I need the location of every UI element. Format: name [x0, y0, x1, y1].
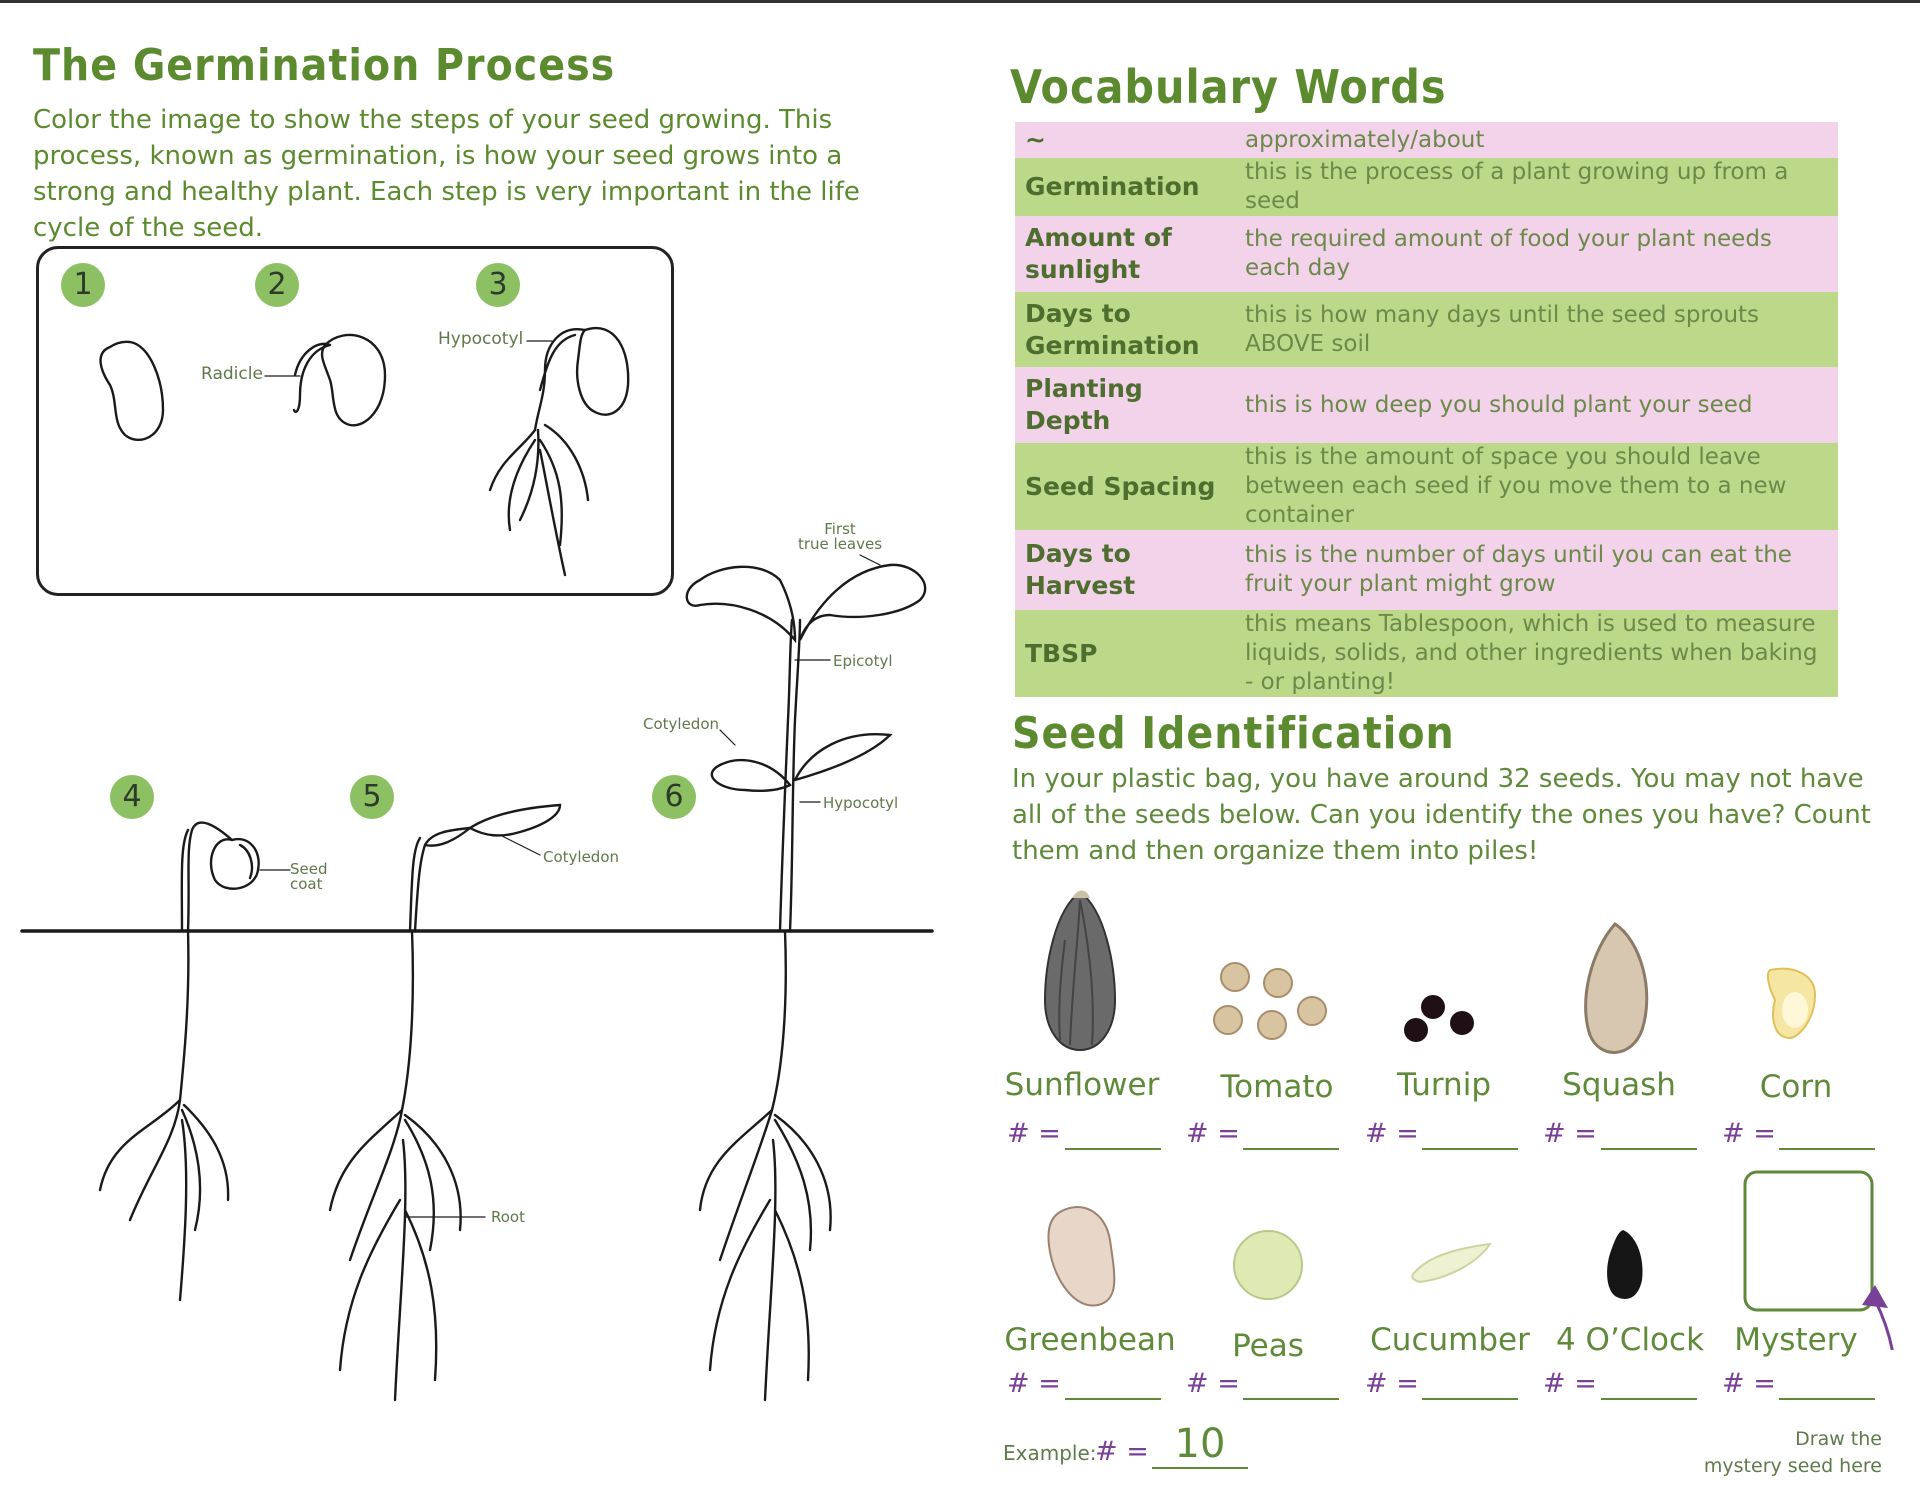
mystery-seed-box [1745, 1172, 1872, 1310]
label-seed-coat: Seed coat [290, 860, 328, 893]
vocab-row [1015, 122, 1838, 158]
germination-title: The Germination Process [33, 40, 616, 91]
root-5 [330, 931, 461, 1400]
peas-seed-icon [1234, 1231, 1302, 1299]
seed-name-squash: Squash [1562, 1067, 1676, 1103]
vocab-definition: this means Tablespoon, which is used to measure liquids, solids, and other ingredients when baking - or planting! [1245, 611, 1818, 695]
vocab-row [1015, 158, 1838, 216]
vocab-term: Days to Germination [1025, 298, 1200, 360]
cotyledon-5 [425, 805, 560, 846]
count-field-4-oclock[interactable] [1601, 1398, 1697, 1400]
seed-id-intro: In your plastic bag, you have around 32 seeds. You may not have all of the seeds below. Can you identify the ones you have? Count them and then organize them into piles! [1012, 764, 1871, 866]
seed-name-cucumber: Cucumber [1370, 1322, 1530, 1358]
count-label: # = [1186, 1368, 1240, 1399]
vocab-row [1015, 216, 1838, 292]
label-cotyledon-6: Cotyledon [643, 715, 720, 733]
radicle-2 [294, 344, 330, 412]
label-radicle: Radicle [201, 364, 263, 384]
tomato-seeds-icon [1214, 963, 1326, 1039]
greenbean-seed-icon [1048, 1207, 1114, 1306]
count-field-corn[interactable] [1779, 1148, 1875, 1150]
vocab-row [1015, 292, 1838, 367]
step-badge-1: 1 [61, 263, 105, 307]
vocab-term: Planting Depth [1025, 374, 1143, 435]
vocab-row [1015, 530, 1838, 610]
example-label: Example: [1003, 1441, 1097, 1465]
seed-name-4-oclock: 4 O’Clock [1555, 1322, 1705, 1358]
seed-name-mystery: Mystery [1734, 1322, 1858, 1358]
vocab-definition: the required amount of food your plant needs each day [1245, 226, 1772, 281]
count-label: # = [1543, 1368, 1597, 1399]
vocab-definition: this is the process of a plant growing up from a seed [1245, 159, 1789, 214]
vocab-definition: this is how deep you should plant your seed [1245, 391, 1753, 418]
root-4 [100, 931, 228, 1300]
step-badge-4: 4 [110, 775, 154, 819]
seed-name-tomato: Tomato [1220, 1069, 1334, 1105]
count-field-mystery[interactable] [1779, 1398, 1875, 1400]
vocab-term: Amount of sunlight [1025, 223, 1172, 284]
squash-seed-icon [1586, 924, 1647, 1052]
step-badge-6: 6 [652, 775, 696, 819]
seed-coat-4 [211, 839, 259, 889]
root-6 [700, 931, 831, 1400]
vocabulary-table [1015, 122, 1838, 697]
count-field-sunflower[interactable] [1065, 1148, 1161, 1150]
vocab-term: Seed Spacing [1025, 471, 1216, 501]
germination-intro: Color the image to show the steps of your seed growing. This process, known as germination, is how your seed grows into a strong and healthy plant. Each step is very important in the life cycle of the seed. [33, 105, 860, 243]
cucumber-seed-icon [1412, 1244, 1490, 1282]
vocab-term: Germination [1025, 172, 1200, 201]
count-label: # = [1722, 1118, 1776, 1149]
vocab-term: Days to Harvest [1025, 539, 1136, 600]
true-leaves-6 [687, 565, 925, 640]
label-epicotyl: Epicotyl [833, 652, 893, 670]
vocab-term: TBSP [1025, 638, 1098, 668]
vocab-row [1015, 610, 1838, 697]
seed-name-sunflower: Sunflower [1004, 1067, 1160, 1103]
count-field-turnip[interactable] [1422, 1148, 1518, 1150]
vocabulary-title: Vocabulary Words [1010, 60, 1447, 114]
seed-name-corn: Corn [1759, 1069, 1833, 1105]
count-label: # = [1365, 1118, 1419, 1149]
example-value: 10 [1152, 1421, 1248, 1469]
seed-3 [577, 328, 628, 415]
mystery-note: Draw the mystery seed here [1703, 1428, 1882, 1477]
seed-2 [322, 335, 385, 425]
label-hypocotyl-6: Hypocotyl [823, 794, 899, 812]
sunflower-seed-icon [1045, 891, 1115, 1051]
seed-name-peas: Peas [1232, 1328, 1304, 1364]
corn-seed-icon [1768, 969, 1815, 1038]
vocab-definition: approximately/about [1245, 126, 1485, 153]
roots-3 [490, 425, 588, 575]
seed-1 [101, 342, 163, 440]
vocab-row [1015, 367, 1838, 443]
count-field-greenbean[interactable] [1065, 1398, 1161, 1400]
step-badge-5: 5 [350, 775, 394, 819]
vocab-definition: this is the amount of space you should leave between each seed if you move them to a new container [1245, 444, 1787, 528]
seed-id-title: Seed Identification [1012, 708, 1455, 759]
count-field-cucumber[interactable] [1422, 1398, 1518, 1400]
count-label: # = [1722, 1368, 1776, 1399]
count-field-peas[interactable] [1243, 1398, 1339, 1400]
vocab-definition: this is the number of days until you can eat the fruit your plant might grow [1245, 542, 1792, 597]
count-label: # = [1365, 1368, 1419, 1399]
seed-images [1000, 880, 1900, 1350]
count-field-tomato[interactable] [1243, 1148, 1339, 1150]
seed-name-greenbean: Greenbean [1004, 1322, 1176, 1358]
count-label: # = [1186, 1118, 1240, 1149]
vocab-definition: this is how many days until the seed sprouts ABOVE soil [1245, 301, 1760, 357]
cotyledons-6 [712, 734, 890, 791]
count-label: # = [1007, 1118, 1061, 1149]
step-badge-3: 3 [476, 263, 520, 307]
vocab-row [1015, 443, 1838, 530]
count-field-squash[interactable] [1601, 1148, 1697, 1150]
count-label: # = [1543, 1118, 1597, 1149]
seed-name-turnip: Turnip [1396, 1067, 1491, 1103]
turnip-seeds-icon [1404, 995, 1474, 1042]
count-label: # = [1007, 1368, 1061, 1399]
four-oclock-seed-icon [1607, 1230, 1642, 1299]
step-badge-2: 2 [255, 263, 299, 307]
example-count-label: # = [1095, 1436, 1149, 1467]
label-cotyledon-5: Cotyledon [543, 848, 620, 866]
label-hypocotyl-small: Hypocotyl [438, 329, 524, 349]
label-first-true-leaves: First true leaves [797, 520, 883, 553]
vocab-term: ~ [1025, 125, 1046, 154]
label-root: Root [491, 1208, 525, 1226]
